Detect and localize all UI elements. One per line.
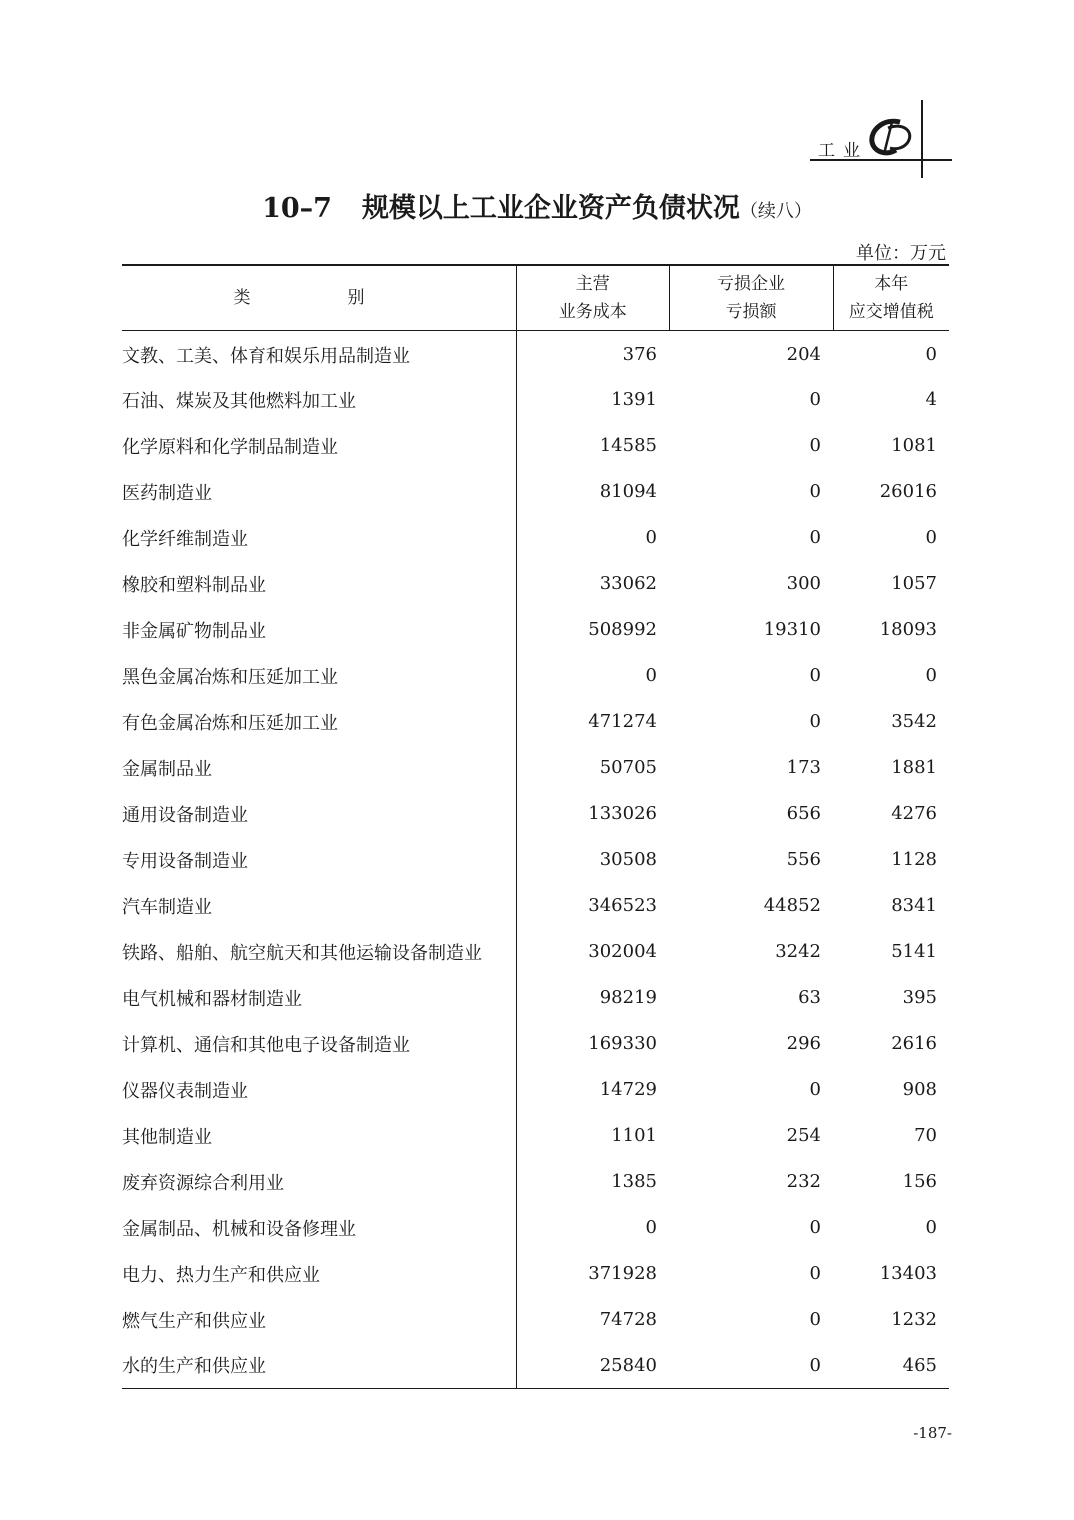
row-vat: 0 — [925, 1217, 937, 1238]
table-row — [122, 515, 949, 561]
header-main-cost: 主营 业务成本 — [517, 265, 670, 331]
row-loss-amount: 0 — [809, 1309, 821, 1330]
row-main-cost: 371928 — [588, 1263, 657, 1284]
row-category: 黑色金属冶炼和压延加工业 — [122, 653, 517, 699]
table-row — [122, 423, 949, 469]
row-main-cost: 50705 — [599, 757, 657, 778]
row-vat: 395 — [902, 987, 937, 1008]
row-main-cost: 30508 — [599, 849, 657, 870]
row-main-cost: 376 — [622, 344, 657, 366]
row-loss-amount: 0 — [809, 1263, 821, 1284]
row-main-cost: 302004 — [588, 941, 657, 962]
row-loss-amount: 0 — [809, 435, 821, 456]
table-row — [122, 745, 949, 791]
table-row — [122, 837, 949, 883]
row-vat: 8341 — [891, 895, 937, 916]
table-row — [122, 883, 949, 929]
row-main-cost: 1391 — [611, 389, 657, 410]
header-category: 类 别 — [122, 265, 517, 331]
row-vat: 5141 — [891, 941, 937, 962]
row-vat: 0 — [925, 344, 937, 366]
row-loss-amount: 0 — [809, 665, 821, 686]
table-row — [122, 1205, 949, 1251]
row-loss-amount: 63 — [798, 987, 821, 1008]
row-category: 有色金属冶炼和压延加工业 — [122, 699, 517, 745]
row-category: 化学纤维制造业 — [122, 515, 517, 561]
row-category: 石油、煤炭及其他燃料加工业 — [122, 377, 517, 423]
table-row — [122, 1251, 949, 1297]
section-label: 工业 — [818, 141, 868, 161]
row-vat: 0 — [925, 665, 937, 686]
table-row — [122, 607, 949, 653]
table-number: 10–7 — [262, 193, 332, 224]
row-main-cost: 74728 — [599, 1309, 657, 1330]
row-category: 计算机、通信和其他电子设备制造业 — [122, 1021, 517, 1067]
row-category: 废弃资源综合利用业 — [122, 1159, 517, 1205]
row-loss-amount: 656 — [786, 803, 821, 824]
row-loss-amount: 0 — [809, 711, 821, 732]
table-row — [122, 1297, 949, 1343]
row-main-cost: 508992 — [588, 619, 657, 640]
row-vat: 908 — [902, 1079, 937, 1100]
page-number: -187- — [913, 1424, 952, 1442]
table-row — [122, 699, 949, 745]
row-loss-amount: 3242 — [775, 941, 821, 962]
header-loss-amount: 亏损企业 亏损额 — [669, 265, 833, 331]
section-header-mark — [800, 100, 960, 180]
page-title — [0, 186, 1074, 225]
row-loss-amount: 19310 — [763, 619, 821, 640]
row-main-cost: 1101 — [611, 1125, 657, 1146]
table-row — [122, 1113, 949, 1159]
row-loss-amount: 232 — [786, 1171, 821, 1192]
row-loss-amount: 296 — [786, 1033, 821, 1054]
row-category: 燃气生产和供应业 — [122, 1297, 517, 1343]
row-category: 金属制品、机械和设备修理业 — [122, 1205, 517, 1251]
row-category: 橡胶和塑料制品业 — [122, 561, 517, 607]
row-main-cost: 0 — [645, 665, 657, 686]
row-loss-amount: 0 — [809, 527, 821, 548]
row-vat: 2616 — [891, 1033, 937, 1054]
row-category: 文教、工美、体育和娱乐用品制造业 — [122, 331, 517, 377]
title-continued: （续八） — [739, 201, 812, 222]
row-main-cost: 169330 — [588, 1033, 657, 1054]
row-loss-amount: 0 — [809, 1079, 821, 1100]
row-main-cost: 98219 — [599, 987, 657, 1008]
row-vat: 465 — [902, 1354, 937, 1376]
table-row — [122, 1159, 949, 1205]
row-category: 电气机械和器材制造业 — [122, 975, 517, 1021]
row-category: 通用设备制造业 — [122, 791, 517, 837]
row-loss-amount: 204 — [786, 344, 821, 366]
row-vat: 3542 — [891, 711, 937, 732]
row-loss-amount: 0 — [809, 389, 821, 410]
row-loss-amount: 0 — [809, 1217, 821, 1238]
row-vat: 18093 — [879, 619, 937, 640]
row-main-cost: 14585 — [599, 435, 657, 456]
row-main-cost: 346523 — [588, 895, 657, 916]
row-vat: 156 — [902, 1171, 937, 1192]
table-row — [122, 561, 949, 607]
row-category: 专用设备制造业 — [122, 837, 517, 883]
row-loss-amount: 0 — [809, 481, 821, 502]
row-vat: 1881 — [891, 757, 937, 778]
row-loss-amount: 254 — [786, 1125, 821, 1146]
table-row — [122, 469, 949, 515]
row-vat: 1232 — [891, 1309, 937, 1330]
table-row — [122, 377, 949, 423]
table-body — [122, 331, 949, 1389]
row-category: 医药制造业 — [122, 469, 517, 515]
row-category: 金属制品业 — [122, 745, 517, 791]
row-category: 汽车制造业 — [122, 883, 517, 929]
row-vat: 0 — [925, 527, 937, 548]
row-main-cost: 25840 — [599, 1354, 657, 1376]
row-vat: 13403 — [879, 1263, 937, 1284]
row-loss-amount: 300 — [786, 573, 821, 594]
row-main-cost: 133026 — [588, 803, 657, 824]
row-category: 仪器仪表制造业 — [122, 1067, 517, 1113]
table-row — [122, 653, 949, 699]
row-category: 非金属矿物制品业 — [122, 607, 517, 653]
unit-label: 单位：万元 — [856, 243, 946, 264]
row-category: 其他制造业 — [122, 1113, 517, 1159]
row-main-cost: 81094 — [599, 481, 657, 502]
row-loss-amount: 173 — [786, 757, 821, 778]
row-main-cost: 471274 — [588, 711, 657, 732]
row-main-cost: 0 — [645, 527, 657, 548]
row-loss-amount: 556 — [786, 849, 821, 870]
row-vat: 70 — [914, 1125, 937, 1146]
row-category: 电力、热力生产和供应业 — [122, 1251, 517, 1297]
row-main-cost: 1385 — [611, 1171, 657, 1192]
row-loss-amount: 0 — [809, 1354, 821, 1376]
row-main-cost: 33062 — [599, 573, 657, 594]
row-loss-amount: 44852 — [763, 895, 821, 916]
row-vat: 1057 — [891, 573, 937, 594]
header-vat: 本年 应交增值税 — [848, 274, 934, 322]
table-row — [122, 1343, 949, 1389]
table-row — [122, 1067, 949, 1113]
table-row — [122, 975, 949, 1021]
row-category: 铁路、船舶、航空航天和其他运输设备制造业 — [122, 929, 517, 975]
row-vat: 1128 — [891, 849, 937, 870]
table-row — [122, 331, 949, 377]
table-row — [122, 1021, 949, 1067]
row-main-cost: 14729 — [599, 1079, 657, 1100]
table-header-row — [122, 265, 949, 331]
row-vat: 1081 — [891, 435, 937, 456]
row-category: 水的生产和供应业 — [122, 1343, 517, 1389]
table-row — [122, 929, 949, 975]
data-table — [122, 264, 949, 1389]
table-title: 规模以上工业企业资产负债状况 — [361, 193, 740, 224]
row-vat: 26016 — [879, 481, 937, 502]
row-vat: 4 — [925, 389, 937, 410]
row-category: 化学原料和化学制品制造业 — [122, 423, 517, 469]
row-main-cost: 0 — [645, 1217, 657, 1238]
row-vat: 4276 — [891, 803, 937, 824]
table-row — [122, 791, 949, 837]
